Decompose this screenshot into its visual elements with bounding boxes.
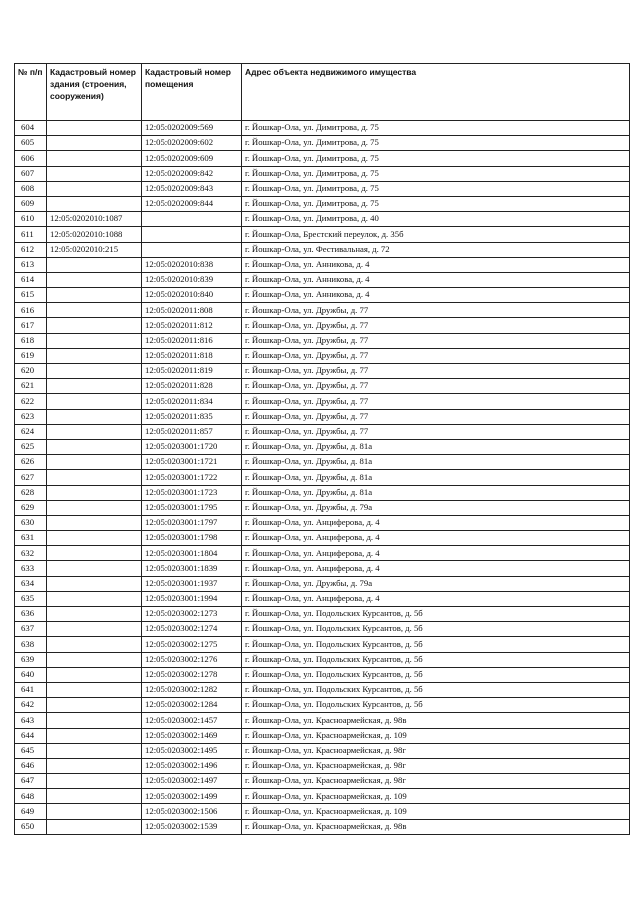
table-row: [15, 774, 630, 789]
cell-building-cadastral: [47, 470, 142, 485]
cell-address: г. Йошкар-Ола, ул. Дружбы, д. 77: [242, 394, 630, 409]
cell-row-number: 621: [15, 379, 47, 394]
cell-building-cadastral: [47, 682, 142, 697]
header-building-cadastral: Кадастровый номер здания (строения, сооружения): [47, 64, 142, 121]
table-row: [15, 576, 630, 591]
cell-building-cadastral: [47, 561, 142, 576]
table-row: [15, 713, 630, 728]
cell-premises-cadastral: 12:05:0203002:1497: [142, 774, 242, 789]
cell-row-number: 629: [15, 500, 47, 515]
header-premises-cadastral: Кадастровый номер помещения: [142, 64, 242, 121]
cell-premises-cadastral: 12:05:0203001:1722: [142, 470, 242, 485]
cell-building-cadastral: [47, 652, 142, 667]
cell-row-number: 624: [15, 424, 47, 439]
cell-premises-cadastral: [142, 227, 242, 242]
cell-address: г. Йошкар-Ола, ул. Димитрова, д. 40: [242, 212, 630, 227]
cell-row-number: 645: [15, 743, 47, 758]
table-row: [15, 288, 630, 303]
table-row: [15, 789, 630, 804]
cell-premises-cadastral: 12:05:0203002:1469: [142, 728, 242, 743]
cell-row-number: 649: [15, 804, 47, 819]
cell-row-number: 637: [15, 622, 47, 637]
cell-row-number: 623: [15, 409, 47, 424]
table-row: [15, 758, 630, 773]
cell-premises-cadastral: 12:05:0203002:1275: [142, 637, 242, 652]
cell-premises-cadastral: 12:05:0202009:569: [142, 121, 242, 136]
cell-building-cadastral: [47, 500, 142, 515]
cell-address: г. Йошкар-Ола, ул. Красноармейская, д. 109: [242, 804, 630, 819]
cell-row-number: 605: [15, 136, 47, 151]
cell-building-cadastral: [47, 272, 142, 287]
cell-row-number: 640: [15, 667, 47, 682]
cell-address: г. Йошкар-Ола, ул. Дружбы, д. 79а: [242, 576, 630, 591]
cell-address: г. Йошкар-Ола, ул. Красноармейская, д. 98г: [242, 743, 630, 758]
cell-address: г. Йошкар-Ола, ул. Анциферова, д. 4: [242, 531, 630, 546]
cell-premises-cadastral: 12:05:0202009:843: [142, 181, 242, 196]
cell-premises-cadastral: 12:05:0202010:840: [142, 288, 242, 303]
table-row: [15, 667, 630, 682]
table-row: [15, 257, 630, 272]
cell-address: г. Йошкар-Ола, ул. Димитрова, д. 75: [242, 181, 630, 196]
cell-row-number: 625: [15, 439, 47, 454]
table-row: [15, 333, 630, 348]
cell-premises-cadastral: 12:05:0202011:834: [142, 394, 242, 409]
table-row: [15, 743, 630, 758]
cell-address: г. Йошкар-Ола, ул. Красноармейская, д. 98в: [242, 819, 630, 834]
cell-premises-cadastral: 12:05:0203002:1539: [142, 819, 242, 834]
cell-premises-cadastral: 12:05:0203002:1499: [142, 789, 242, 804]
cell-row-number: 650: [15, 819, 47, 834]
table-row: [15, 348, 630, 363]
cell-row-number: 606: [15, 151, 47, 166]
table-row: [15, 485, 630, 500]
cell-row-number: 648: [15, 789, 47, 804]
table-row: [15, 303, 630, 318]
cell-premises-cadastral: 12:05:0203001:1721: [142, 455, 242, 470]
cell-address: г. Йошкар-Ола, ул. Фестивальная, д. 72: [242, 242, 630, 257]
table-row: [15, 728, 630, 743]
cell-building-cadastral: [47, 774, 142, 789]
cell-building-cadastral: [47, 576, 142, 591]
cell-row-number: 642: [15, 698, 47, 713]
cell-premises-cadastral: 12:05:0202011:857: [142, 424, 242, 439]
table-row: [15, 500, 630, 515]
cell-premises-cadastral: 12:05:0203002:1506: [142, 804, 242, 819]
cell-row-number: 641: [15, 682, 47, 697]
cell-address: г. Йошкар-Ола, ул. Димитрова, д. 75: [242, 196, 630, 211]
cell-address: г. Йошкар-Ола, ул. Дружбы, д. 77: [242, 364, 630, 379]
cell-building-cadastral: [47, 758, 142, 773]
cell-premises-cadastral: 12:05:0203002:1274: [142, 622, 242, 637]
table-row: [15, 622, 630, 637]
cell-building-cadastral: 12:05:0202010:215: [47, 242, 142, 257]
cell-row-number: 610: [15, 212, 47, 227]
cell-row-number: 635: [15, 591, 47, 606]
cell-row-number: 612: [15, 242, 47, 257]
table-row: [15, 318, 630, 333]
cell-building-cadastral: [47, 394, 142, 409]
cell-building-cadastral: [47, 333, 142, 348]
cell-building-cadastral: [47, 819, 142, 834]
cell-building-cadastral: [47, 455, 142, 470]
cell-building-cadastral: [47, 713, 142, 728]
cell-row-number: 619: [15, 348, 47, 363]
table-row: [15, 181, 630, 196]
cell-building-cadastral: [47, 591, 142, 606]
cell-premises-cadastral: 12:05:0203001:1720: [142, 439, 242, 454]
cell-building-cadastral: [47, 121, 142, 136]
table-row: [15, 227, 630, 242]
cell-premises-cadastral: 12:05:0203002:1457: [142, 713, 242, 728]
cell-row-number: 617: [15, 318, 47, 333]
table-row: [15, 819, 630, 834]
cell-premises-cadastral: 12:05:0202011:828: [142, 379, 242, 394]
cell-building-cadastral: [47, 257, 142, 272]
cell-row-number: 620: [15, 364, 47, 379]
cell-building-cadastral: [47, 348, 142, 363]
table-row: [15, 546, 630, 561]
cell-building-cadastral: [47, 409, 142, 424]
cell-building-cadastral: [47, 789, 142, 804]
cell-address: г. Йошкар-Ола, ул. Дружбы, д. 77: [242, 318, 630, 333]
cell-row-number: 618: [15, 333, 47, 348]
table-row: [15, 515, 630, 530]
cell-address: г. Йошкар-Ола, ул. Анциферова, д. 4: [242, 591, 630, 606]
table-row: [15, 379, 630, 394]
cell-building-cadastral: [47, 379, 142, 394]
cell-address: г. Йошкар-Ола, ул. Дружбы, д. 81а: [242, 485, 630, 500]
cell-address: г. Йошкар-Ола, ул. Димитрова, д. 75: [242, 136, 630, 151]
cell-premises-cadastral: 12:05:0203001:1798: [142, 531, 242, 546]
cell-premises-cadastral: 12:05:0202011:835: [142, 409, 242, 424]
cell-building-cadastral: [47, 637, 142, 652]
cell-building-cadastral: [47, 181, 142, 196]
table-row: [15, 424, 630, 439]
cell-premises-cadastral: 12:05:0202011:812: [142, 318, 242, 333]
cell-premises-cadastral: [142, 242, 242, 257]
cell-building-cadastral: [47, 166, 142, 181]
header-address: Адрес объекта недвижимого имущества: [242, 64, 630, 121]
cell-building-cadastral: 12:05:0202010:1088: [47, 227, 142, 242]
cell-building-cadastral: [47, 804, 142, 819]
cell-row-number: 616: [15, 303, 47, 318]
cell-premises-cadastral: 12:05:0203002:1282: [142, 682, 242, 697]
cell-building-cadastral: [47, 622, 142, 637]
cell-building-cadastral: 12:05:0202010:1087: [47, 212, 142, 227]
cell-premises-cadastral: 12:05:0203002:1276: [142, 652, 242, 667]
cell-premises-cadastral: 12:05:0202010:839: [142, 272, 242, 287]
table-row: [15, 242, 630, 257]
table-header-row: [15, 64, 630, 121]
table-row: [15, 136, 630, 151]
cell-address: г. Йошкар-Ола, ул. Дружбы, д. 81а: [242, 470, 630, 485]
cell-row-number: 628: [15, 485, 47, 500]
cell-address: г. Йошкар-Ола, ул. Дружбы, д. 77: [242, 348, 630, 363]
cell-row-number: 646: [15, 758, 47, 773]
table-row: [15, 561, 630, 576]
cell-address: г. Йошкар-Ола, ул. Дружбы, д. 77: [242, 379, 630, 394]
cell-building-cadastral: [47, 485, 142, 500]
table-row: [15, 682, 630, 697]
cell-premises-cadastral: 12:05:0203001:1795: [142, 500, 242, 515]
cell-address: г. Йошкар-Ола, ул. Анникова, д. 4: [242, 257, 630, 272]
table-row: [15, 166, 630, 181]
property-table: [14, 63, 630, 835]
cell-premises-cadastral: 12:05:0202009:609: [142, 151, 242, 166]
cell-address: г. Йошкар-Ола, ул. Анникова, д. 4: [242, 288, 630, 303]
cell-address: г. Йошкар-Ола, ул. Анциферова, д. 4: [242, 546, 630, 561]
cell-row-number: 622: [15, 394, 47, 409]
cell-premises-cadastral: 12:05:0202009:844: [142, 196, 242, 211]
cell-row-number: 609: [15, 196, 47, 211]
cell-premises-cadastral: 12:05:0203001:1797: [142, 515, 242, 530]
cell-building-cadastral: [47, 515, 142, 530]
cell-row-number: 638: [15, 637, 47, 652]
cell-building-cadastral: [47, 439, 142, 454]
cell-building-cadastral: [47, 546, 142, 561]
cell-premises-cadastral: 12:05:0203002:1278: [142, 667, 242, 682]
table-row: [15, 652, 630, 667]
cell-address: г. Йошкар-Ола, ул. Красноармейская, д. 109: [242, 728, 630, 743]
cell-address: г. Йошкар-Ола, ул. Дружбы, д. 81а: [242, 439, 630, 454]
table-row: [15, 364, 630, 379]
cell-premises-cadastral: 12:05:0203001:1723: [142, 485, 242, 500]
cell-address: г. Йошкар-Ола, ул. Красноармейская, д. 98г: [242, 774, 630, 789]
cell-row-number: 611: [15, 227, 47, 242]
header-row-number: № п/п: [15, 64, 47, 121]
cell-row-number: 627: [15, 470, 47, 485]
cell-address: г. Йошкар-Ола, ул. Дружбы, д. 77: [242, 333, 630, 348]
cell-address: г. Йошкар-Ола, ул. Подольских Курсантов, д. 5б: [242, 698, 630, 713]
cell-premises-cadastral: 12:05:0202011:818: [142, 348, 242, 363]
cell-building-cadastral: [47, 743, 142, 758]
cell-address: г. Йошкар-Ола, ул. Подольских Курсантов, д. 5б: [242, 652, 630, 667]
cell-building-cadastral: [47, 531, 142, 546]
cell-building-cadastral: [47, 728, 142, 743]
cell-building-cadastral: [47, 196, 142, 211]
cell-address: г. Йошкар-Ола, Брестский переулок, д. 35б: [242, 227, 630, 242]
table-row: [15, 470, 630, 485]
cell-premises-cadastral: 12:05:0203002:1284: [142, 698, 242, 713]
cell-premises-cadastral: 12:05:0203001:1937: [142, 576, 242, 591]
cell-address: г. Йошкар-Ола, ул. Красноармейская, д. 98в: [242, 713, 630, 728]
table-row: [15, 394, 630, 409]
cell-address: г. Йошкар-Ола, ул. Анциферова, д. 4: [242, 561, 630, 576]
cell-row-number: 636: [15, 607, 47, 622]
cell-row-number: 614: [15, 272, 47, 287]
cell-address: г. Йошкар-Ола, ул. Дружбы, д. 77: [242, 409, 630, 424]
cell-address: г. Йошкар-Ола, ул. Димитрова, д. 75: [242, 121, 630, 136]
cell-address: г. Йошкар-Ола, ул. Дружбы, д. 81а: [242, 455, 630, 470]
cell-row-number: 643: [15, 713, 47, 728]
table-row: [15, 591, 630, 606]
cell-row-number: 632: [15, 546, 47, 561]
cell-address: г. Йошкар-Ола, ул. Анциферова, д. 4: [242, 515, 630, 530]
cell-address: г. Йошкар-Ола, ул. Дружбы, д. 79а: [242, 500, 630, 515]
cell-building-cadastral: [47, 607, 142, 622]
cell-premises-cadastral: 12:05:0202011:816: [142, 333, 242, 348]
table-row: [15, 409, 630, 424]
cell-address: г. Йошкар-Ола, ул. Красноармейская, д. 109: [242, 789, 630, 804]
cell-premises-cadastral: 12:05:0203001:1994: [142, 591, 242, 606]
cell-address: г. Йошкар-Ола, ул. Подольских Курсантов, д. 5б: [242, 622, 630, 637]
cell-address: г. Йошкар-Ола, ул. Подольских Курсантов, д. 5б: [242, 682, 630, 697]
cell-premises-cadastral: [142, 212, 242, 227]
cell-premises-cadastral: 12:05:0202009:842: [142, 166, 242, 181]
cell-building-cadastral: [47, 424, 142, 439]
cell-premises-cadastral: 12:05:0202011:808: [142, 303, 242, 318]
cell-building-cadastral: [47, 667, 142, 682]
cell-address: г. Йошкар-Ола, ул. Подольских Курсантов, д. 5б: [242, 637, 630, 652]
cell-premises-cadastral: 12:05:0203002:1496: [142, 758, 242, 773]
table-row: [15, 121, 630, 136]
table-row: [15, 439, 630, 454]
cell-address: г. Йошкар-Ола, ул. Димитрова, д. 75: [242, 151, 630, 166]
table-row: [15, 196, 630, 211]
cell-address: г. Йошкар-Ола, ул. Подольских Курсантов, д. 5б: [242, 667, 630, 682]
cell-row-number: 604: [15, 121, 47, 136]
cell-building-cadastral: [47, 303, 142, 318]
cell-building-cadastral: [47, 318, 142, 333]
cell-address: г. Йошкар-Ола, ул. Дружбы, д. 77: [242, 303, 630, 318]
cell-premises-cadastral: 12:05:0202011:819: [142, 364, 242, 379]
cell-building-cadastral: [47, 698, 142, 713]
table-row: [15, 151, 630, 166]
table-row: [15, 455, 630, 470]
cell-building-cadastral: [47, 288, 142, 303]
cell-address: г. Йошкар-Ола, ул. Димитрова, д. 75: [242, 166, 630, 181]
table-row: [15, 637, 630, 652]
cell-row-number: 633: [15, 561, 47, 576]
cell-premises-cadastral: 12:05:0203002:1273: [142, 607, 242, 622]
cell-row-number: 626: [15, 455, 47, 470]
cell-premises-cadastral: 12:05:0203002:1495: [142, 743, 242, 758]
table-row: [15, 698, 630, 713]
table-row: [15, 272, 630, 287]
cell-building-cadastral: [47, 151, 142, 166]
cell-row-number: 639: [15, 652, 47, 667]
cell-row-number: 647: [15, 774, 47, 789]
table-row: [15, 212, 630, 227]
cell-building-cadastral: [47, 136, 142, 151]
cell-address: г. Йошкар-Ола, ул. Анникова, д. 4: [242, 272, 630, 287]
cell-building-cadastral: [47, 364, 142, 379]
table-row: [15, 804, 630, 819]
cell-premises-cadastral: 12:05:0202009:602: [142, 136, 242, 151]
cell-premises-cadastral: 12:05:0202010:838: [142, 257, 242, 272]
cell-row-number: 631: [15, 531, 47, 546]
table-row: [15, 607, 630, 622]
cell-premises-cadastral: 12:05:0203001:1839: [142, 561, 242, 576]
cell-row-number: 634: [15, 576, 47, 591]
cell-row-number: 644: [15, 728, 47, 743]
cell-row-number: 607: [15, 166, 47, 181]
cell-address: г. Йошкар-Ола, ул. Дружбы, д. 77: [242, 424, 630, 439]
cell-address: г. Йошкар-Ола, ул. Красноармейская, д. 98г: [242, 758, 630, 773]
cell-address: г. Йошкар-Ола, ул. Подольских Курсантов, д. 5б: [242, 607, 630, 622]
table-body: [15, 121, 630, 835]
cell-row-number: 613: [15, 257, 47, 272]
cell-row-number: 608: [15, 181, 47, 196]
table-row: [15, 531, 630, 546]
cell-row-number: 615: [15, 288, 47, 303]
cell-premises-cadastral: 12:05:0203001:1804: [142, 546, 242, 561]
cell-row-number: 630: [15, 515, 47, 530]
